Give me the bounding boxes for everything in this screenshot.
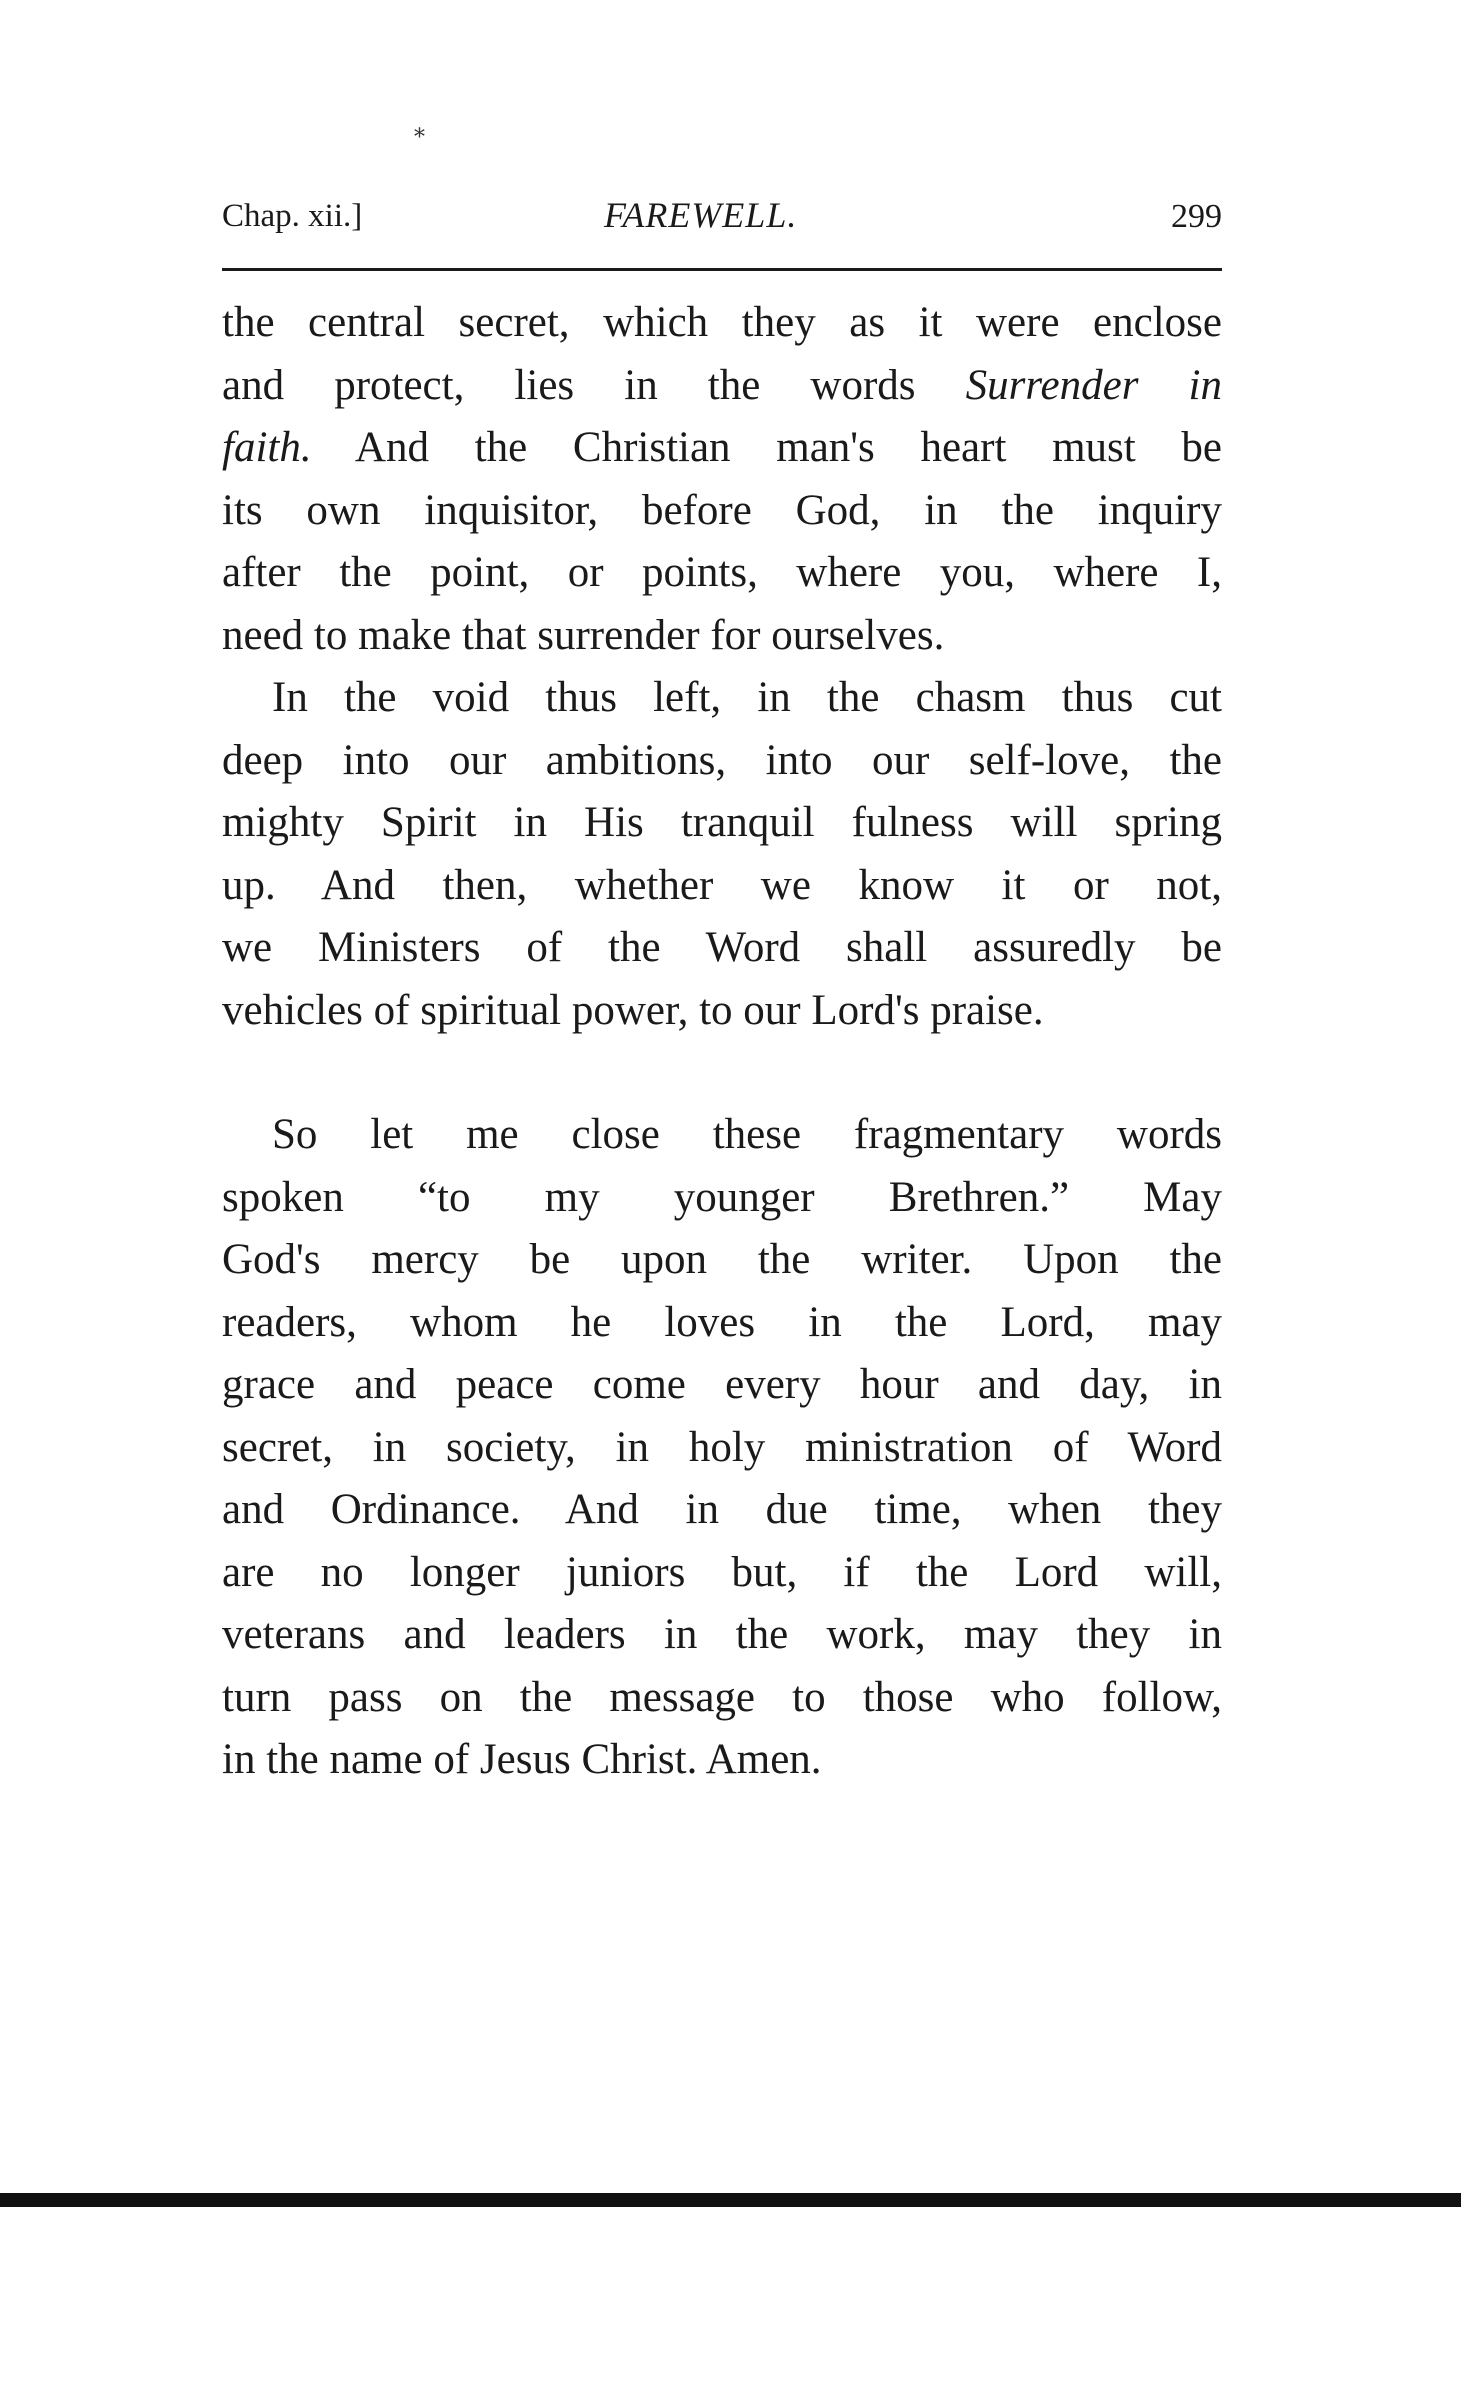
text-line <box>222 855 1222 918</box>
text-line <box>222 355 1222 418</box>
text-line <box>222 1729 1222 1792</box>
text-run: its own inquisitor, before God, in the inquiry <box>222 486 1222 534</box>
text-line <box>222 1104 1222 1167</box>
text-line <box>222 980 1222 1043</box>
page-number: 299 <box>1171 198 1222 235</box>
text-line <box>222 1167 1222 1230</box>
header-rule <box>222 268 1222 271</box>
text-run: mighty Spirit in His tranquil fulness will spring <box>222 799 1222 846</box>
print-speck: ⁎ <box>414 118 425 143</box>
text-run: God's mercy be upon the writer. Upon the <box>222 1236 1222 1283</box>
text-line <box>222 667 1222 730</box>
paragraph <box>222 292 1222 667</box>
text-line <box>222 292 1222 355</box>
text-run: readers, whom he loves in the Lord, may <box>222 1298 1222 1346</box>
text-line <box>222 792 1222 855</box>
text-run: secret, in society, in holy ministration of Word <box>222 1423 1222 1471</box>
text-run: And the Christian man's heart must be <box>311 424 1222 471</box>
text-run: need to make that surrender for ourselves. <box>222 611 945 659</box>
text-line <box>222 1292 1222 1355</box>
text-line <box>222 730 1222 793</box>
footer-rule <box>0 2193 1461 2207</box>
text-line <box>222 605 1222 668</box>
text-run: deep into our ambitions, into our self-love, the <box>222 736 1222 784</box>
paragraph <box>222 1104 1222 1792</box>
running-head <box>222 188 1222 248</box>
italic-text: faith. <box>222 424 312 471</box>
text-line <box>222 1354 1222 1417</box>
paragraph <box>222 667 1222 1042</box>
text-run: In the void thus left, in the chasm thus cut <box>272 674 1222 721</box>
text-run: are no longer juniors but, if the Lord will, <box>222 1548 1222 1596</box>
text-line <box>222 1542 1222 1605</box>
body-text <box>222 292 1222 1792</box>
section-break <box>222 1042 1222 1104</box>
text-run: spoken “to my younger Brethren.” May <box>222 1173 1222 1221</box>
text-run: grace and peace come every hour and day, in <box>222 1361 1222 1408</box>
text-run: in the name of Jesus Christ. Amen. <box>222 1736 822 1783</box>
text-line <box>222 1417 1222 1480</box>
text-run: after the point, or points, where you, where I, <box>222 549 1222 596</box>
chapter-title: FAREWELL. <box>604 195 798 235</box>
text-line <box>222 542 1222 605</box>
text-line <box>222 1604 1222 1667</box>
chapter-reference: Chap. xii.] <box>222 198 363 234</box>
text-line <box>222 917 1222 980</box>
italic-text: Surrender in <box>965 361 1222 409</box>
text-line <box>222 1667 1222 1730</box>
text-line <box>222 1479 1222 1542</box>
text-run: up. And then, whether we know it or not, <box>222 861 1222 909</box>
text-line <box>222 480 1222 543</box>
text-line <box>222 417 1222 480</box>
text-run: and protect, lies in the words <box>222 361 966 409</box>
text-run: and Ordinance. And in due time, when they <box>222 1486 1222 1533</box>
text-run: turn pass on the message to those who follow, <box>222 1673 1222 1721</box>
text-run: vehicles of spiritual power, to our Lord's praise. <box>222 986 1044 1034</box>
text-line <box>222 1229 1222 1292</box>
text-run: veterans and leaders in the work, may they in <box>222 1611 1222 1658</box>
text-run: So let me close these fragmentary words <box>272 1111 1222 1158</box>
text-run: we Ministers of the Word shall assuredly be <box>222 924 1222 971</box>
text-run: the central secret, which they as it were enclose <box>222 299 1222 346</box>
